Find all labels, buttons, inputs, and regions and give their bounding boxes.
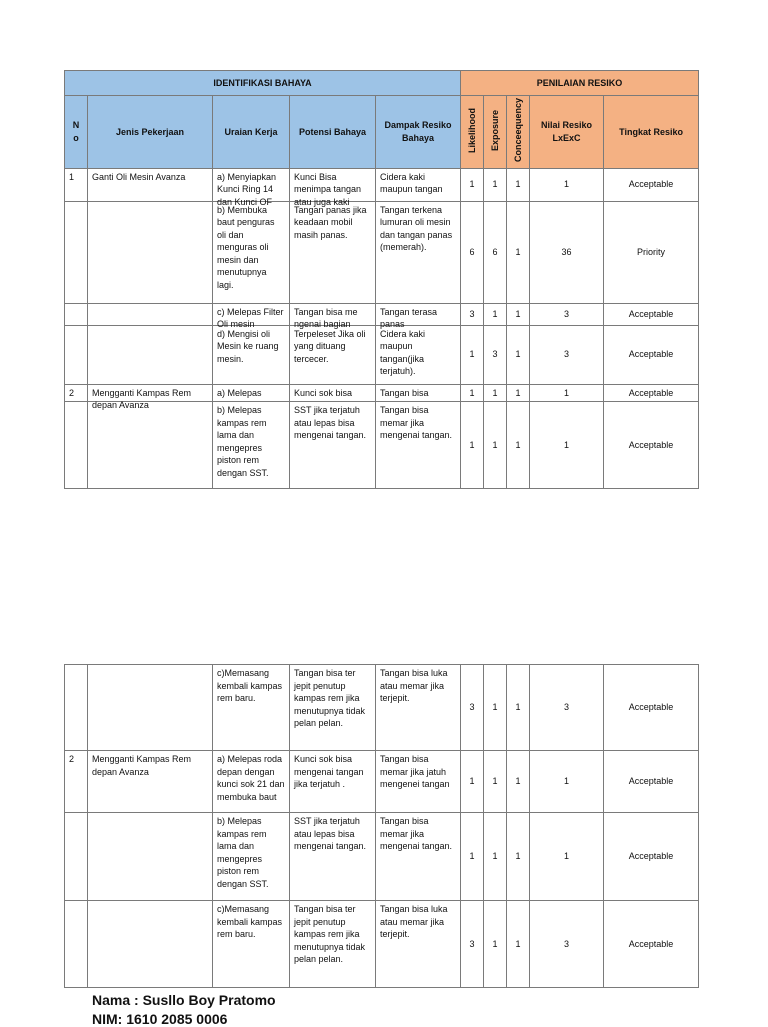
table-row: [65, 813, 699, 901]
consequency-cell: [507, 813, 530, 901]
tingkat-resiko-cell-text: Acceptable: [628, 387, 674, 398]
likelihood-cell: [461, 325, 484, 384]
dampak-resiko-cell-text: Tangan bisa: [380, 387, 429, 398]
uraian-kerja-cell-text: a) Melepas: [217, 387, 262, 398]
consequency-cell: [507, 168, 530, 201]
dampak-resiko-cell-text: Tangan bisa luka atau memar jika terjepit.: [380, 904, 448, 939]
likelihood-cell-text: 1: [469, 179, 475, 190]
nilai-resiko-cell: [530, 325, 604, 384]
exposure-cell-text: 1: [492, 439, 498, 450]
jenis-pekerjaan-cell: [88, 751, 213, 813]
uraian-kerja-cell-text: a) Menyiapkan Kunci Ring 14 dan Kunci OF: [217, 171, 277, 207]
uraian-kerja-cell: [213, 813, 290, 901]
nilai-resiko-cell-text: 3: [563, 702, 569, 713]
table-row: [65, 751, 699, 813]
potensi-bahaya-cell: [290, 168, 376, 207]
table-row: [65, 402, 699, 489]
consequency-cell: [507, 384, 530, 402]
column-uraian-kerja: Uraian Kerja: [213, 96, 290, 169]
potensi-bahaya-cell-text: SST jika terjatuh atau lepas bisa mengenai tangan.: [294, 405, 367, 441]
potensi-bahaya-cell-text: Terpeleset Jika oli yang dituang tercecer.: [294, 328, 366, 364]
tingkat-resiko-cell-text: Acceptable: [628, 308, 674, 319]
nilai-resiko-cell: [530, 813, 604, 901]
exposure-cell-text: 1: [492, 938, 498, 949]
nilai-resiko-cell-text: 3: [564, 349, 570, 360]
dampak-resiko-cell-text: Cidera kaki maupun tangan(jika terjatuh).: [380, 328, 426, 377]
potensi-bahaya-cell-text: Tangan bisa me ngenai bagian: [294, 306, 358, 330]
column-exposure: Exposure: [484, 96, 507, 169]
dampak-resiko-cell-text: Tangan terkena lumuran oli mesin dan tangan panas (memerah).: [380, 204, 453, 253]
consequency-cell: [507, 325, 530, 384]
nilai-resiko-cell-text: 1: [564, 387, 570, 398]
dampak-resiko-cell: [376, 168, 461, 201]
consequency-cell-text: 1: [515, 179, 521, 190]
dampak-resiko-cell-text: Tangan bisa memar jika mengenai tangan.: [380, 816, 453, 851]
dampak-resiko-cell: [376, 325, 461, 384]
potensi-bahaya-cell-text: Kunci sok bisa mengenai tangan jika terjatuh .: [294, 754, 364, 789]
likelihood-cell: [461, 402, 484, 489]
dampak-resiko-cell-text: Tangan terasa panas: [380, 306, 438, 330]
likelihood-cell: [461, 384, 484, 402]
dampak-resiko-cell: [376, 201, 461, 303]
uraian-kerja-cell: [213, 402, 290, 489]
exposure-cell: [484, 901, 507, 988]
consequency-cell: [507, 665, 530, 751]
row-number: [65, 751, 88, 813]
likelihood-cell-text: 3: [469, 938, 475, 949]
jenis-pekerjaan-cell-text: Mengganti Kampas Rem depan Avanza: [92, 387, 192, 411]
column-nilai-resiko: Nilai Resiko LxExC: [530, 96, 604, 169]
consequency-cell-text: 1: [515, 702, 521, 713]
exposure-cell: [484, 303, 507, 325]
exposure-cell: [484, 665, 507, 751]
consequency-cell-text: 1: [515, 349, 521, 360]
uraian-kerja-cell-text: d) Mengisi oli Mesin ke ruang mesin.: [217, 328, 279, 364]
nilai-resiko-cell-text: 1: [563, 851, 569, 862]
table-row: [65, 201, 699, 303]
table-row: [65, 665, 699, 751]
potensi-bahaya-cell: [290, 901, 376, 988]
nilai-resiko-cell-text: 1: [564, 179, 570, 190]
exposure-cell: [484, 168, 507, 201]
exposure-cell-text: 1: [492, 776, 498, 787]
likelihood-cell-text: 3: [469, 702, 475, 713]
consequency-cell-text: 1: [515, 851, 521, 862]
consequency-cell-text: 1: [515, 246, 521, 257]
student-nim: NIM: 1610 2085 0006: [92, 1011, 228, 1027]
nilai-resiko-cell-text: 3: [564, 308, 570, 319]
exposure-cell: [484, 201, 507, 303]
consequency-cell: [507, 201, 530, 303]
tingkat-resiko-cell-text: Acceptable: [628, 439, 674, 450]
tingkat-resiko-cell: [604, 303, 699, 325]
table-row: [65, 325, 699, 384]
row-number: [65, 303, 88, 325]
jenis-pekerjaan-cell: [88, 325, 213, 384]
consequency-cell-text: 1: [515, 938, 521, 949]
consequency-cell-text: 1: [515, 308, 521, 319]
uraian-kerja-cell: [213, 901, 290, 988]
exposure-cell-text: 1: [492, 851, 498, 862]
likelihood-cell: [461, 201, 484, 303]
likelihood-cell-text: 1: [469, 387, 475, 398]
potensi-bahaya-cell: [290, 402, 376, 489]
tingkat-resiko-cell: [604, 813, 699, 901]
potensi-bahaya-cell: [290, 813, 376, 901]
potensi-bahaya-cell: [290, 201, 376, 303]
uraian-kerja-cell: [213, 384, 290, 402]
tingkat-resiko-cell-text: Acceptable: [628, 349, 674, 360]
potensi-bahaya-cell-text: Kunci Bisa menimpa tangan atau juga kaki: [294, 171, 362, 207]
consequency-cell: [507, 402, 530, 489]
likelihood-cell-text: 1: [469, 776, 475, 787]
jenis-pekerjaan-cell: [88, 665, 213, 751]
dampak-resiko-cell-text: Tangan bisa luka atau memar jika terjepit.: [380, 668, 448, 703]
tingkat-resiko-cell: [604, 901, 699, 988]
potensi-bahaya-cell-text: SST jika terjatuh atau lepas bisa mengenai tangan.: [294, 816, 367, 851]
likelihood-cell-text: 1: [469, 851, 475, 862]
tingkat-resiko-cell: [604, 384, 699, 402]
exposure-cell: [484, 402, 507, 489]
dampak-resiko-cell: [376, 901, 461, 988]
consequency-cell: [507, 901, 530, 988]
consequency-cell-text: 1: [515, 776, 521, 787]
potensi-bahaya-cell: [290, 325, 376, 384]
column-potensi-bahaya: Potensi Bahaya: [290, 96, 376, 169]
tingkat-resiko-cell: [604, 665, 699, 751]
tingkat-resiko-cell-text: Acceptable: [628, 179, 674, 190]
exposure-cell-text: 1: [492, 387, 498, 398]
uraian-kerja-cell-text: c)Memasang kembali kampas rem baru.: [217, 904, 283, 939]
tingkat-resiko-cell: [604, 402, 699, 489]
tingkat-resiko-cell: [604, 325, 699, 384]
nilai-resiko-cell-text: 3: [563, 938, 569, 949]
jenis-pekerjaan-cell: [88, 201, 213, 303]
table-row: [65, 168, 699, 201]
consequency-cell-text: 1: [515, 387, 521, 398]
nilai-resiko-cell-text: 36: [561, 246, 572, 257]
exposure-cell-text: 1: [492, 702, 498, 713]
uraian-kerja-cell: [213, 168, 290, 207]
uraian-kerja-cell-text: b) Melepas kampas rem lama dan mengepres piston rem dengan SST.: [217, 816, 269, 889]
potensi-bahaya-cell: [290, 665, 376, 751]
risk-table-2: [64, 664, 699, 988]
column-no: N o: [65, 96, 88, 169]
jenis-pekerjaan-cell: [88, 402, 213, 489]
potensi-bahaya-cell: [290, 751, 376, 813]
jenis-pekerjaan-cell: [88, 168, 213, 201]
potensi-bahaya-cell-text: Kunci sok bisa: [294, 387, 353, 398]
exposure-cell: [484, 813, 507, 901]
uraian-kerja-cell-text: b) Membuka baut penguras oli dan menguras oli mesin dan menutupnya lagi.: [217, 204, 275, 290]
tingkat-resiko-cell-text: Acceptable: [628, 851, 674, 862]
potensi-bahaya-cell: [290, 384, 376, 402]
row-number-text: 1: [69, 171, 75, 182]
tingkat-resiko-cell: [604, 168, 699, 201]
jenis-pekerjaan-cell: [88, 813, 213, 901]
likelihood-cell-text: 6: [469, 246, 475, 257]
likelihood-cell-text: 1: [469, 439, 475, 450]
uraian-kerja-cell-text: c) Melepas Filter Oli mesin: [217, 306, 284, 330]
uraian-kerja-cell: [213, 751, 290, 813]
nilai-resiko-cell: [530, 901, 604, 988]
nilai-resiko-cell: [530, 201, 604, 303]
dampak-resiko-cell: [376, 384, 461, 402]
likelihood-cell: [461, 665, 484, 751]
uraian-kerja-cell: [213, 665, 290, 751]
column-dampak-resiko: Dampak Resiko Bahaya: [376, 96, 461, 169]
nilai-resiko-cell-text: 1: [563, 776, 569, 787]
identifikasi-bahaya-header: IDENTIFIKASI BAHAYA: [65, 71, 461, 96]
exposure-cell: [484, 751, 507, 813]
tingkat-resiko-cell-text: Acceptable: [628, 938, 674, 949]
jenis-pekerjaan-cell: [88, 384, 213, 411]
consequency-cell: [507, 303, 530, 325]
jenis-pekerjaan-cell-text: Ganti Oli Mesin Avanza: [92, 171, 186, 182]
dampak-resiko-cell: [376, 402, 461, 489]
column-tingkat-resiko: Tingkat Resiko: [604, 96, 699, 169]
row-number-text: 2: [69, 387, 75, 398]
exposure-cell: [484, 325, 507, 384]
likelihood-cell: [461, 303, 484, 325]
nilai-resiko-cell: [530, 402, 604, 489]
student-name: Nama : Susllo Boy Pratomo: [92, 992, 276, 1008]
row-number-text: 2: [69, 754, 75, 764]
uraian-kerja-cell-text: c)Memasang kembali kampas rem baru.: [217, 668, 283, 703]
dampak-resiko-cell-text: Cidera kaki maupun tangan: [380, 171, 443, 195]
dampak-resiko-cell: [376, 303, 461, 330]
potensi-bahaya-cell: [290, 303, 376, 330]
consequency-cell-text: 1: [515, 439, 521, 450]
row-number: [65, 665, 88, 751]
potensi-bahaya-cell-text: Tangan panas jika keadaan mobil masih panas.: [294, 204, 367, 240]
potensi-bahaya-cell-text: Tangan bisa ter jepit penutup kampas rem jika menutupnya tidak pelan pelan.: [294, 904, 366, 964]
likelihood-cell: [461, 751, 484, 813]
table-row: [65, 384, 699, 402]
exposure-cell-text: 1: [492, 308, 498, 319]
table-row: [65, 303, 699, 325]
nilai-resiko-cell: [530, 168, 604, 201]
jenis-pekerjaan-cell-text: Mengganti Kampas Rem depan Avanza: [92, 754, 192, 777]
exposure-cell-text: 1: [492, 179, 498, 190]
table-row: [65, 901, 699, 988]
uraian-kerja-cell-text: a) Melepas roda depan dengan kunci sok 21 dan membuka baut: [217, 754, 285, 802]
risk-table-1: [64, 70, 699, 489]
uraian-kerja-cell: [213, 325, 290, 384]
jenis-pekerjaan-cell: [88, 303, 213, 325]
nilai-resiko-cell: [530, 751, 604, 813]
column-likelihood: Likelihood: [461, 96, 484, 169]
row-number: [65, 402, 88, 489]
uraian-kerja-cell: [213, 201, 290, 303]
nilai-resiko-cell-text: 1: [564, 439, 570, 450]
likelihood-cell: [461, 901, 484, 988]
dampak-resiko-cell-text: Tangan bisa memar jika mengenai tangan.: [380, 405, 453, 441]
likelihood-cell-text: 1: [469, 349, 475, 360]
exposure-cell-text: 6: [492, 246, 498, 257]
row-number: [65, 201, 88, 303]
dampak-resiko-cell: [376, 665, 461, 751]
potensi-bahaya-cell-text: Tangan bisa ter jepit penutup kampas rem jika menutupnya tidak pelan pelan.: [294, 668, 366, 728]
likelihood-cell-text: 3: [469, 308, 475, 319]
tingkat-resiko-cell-text: Priority: [637, 246, 666, 257]
nilai-resiko-cell: [530, 384, 604, 402]
row-number: [65, 168, 88, 201]
jenis-pekerjaan-cell: [88, 901, 213, 988]
likelihood-cell: [461, 813, 484, 901]
uraian-kerja-cell: [213, 303, 290, 330]
tingkat-resiko-cell: [604, 201, 699, 303]
tingkat-resiko-cell-text: Acceptable: [628, 776, 674, 787]
dampak-resiko-cell-text: Tangan bisa memar jika jatuh mengenei tangan: [380, 754, 450, 789]
row-number: [65, 384, 88, 402]
exposure-cell-text: 3: [492, 349, 498, 360]
tingkat-resiko-cell-text: Acceptable: [628, 702, 674, 713]
row-number: [65, 325, 88, 384]
likelihood-cell: [461, 168, 484, 201]
nilai-resiko-cell: [530, 665, 604, 751]
consequency-cell: [507, 751, 530, 813]
column-consequency: Conceequency: [507, 96, 530, 169]
row-number: [65, 901, 88, 988]
uraian-kerja-cell-text: b) Melepas kampas rem lama dan mengepres piston rem dengan SST.: [217, 405, 269, 478]
tingkat-resiko-cell: [604, 751, 699, 813]
dampak-resiko-cell: [376, 813, 461, 901]
column-jenis-pekerjaan: Jenis Pekerjaan: [88, 96, 213, 169]
penilaian-resiko-header: PENILAIAN RESIKO: [461, 71, 699, 96]
exposure-cell: [484, 384, 507, 402]
nilai-resiko-cell: [530, 303, 604, 325]
row-number: [65, 813, 88, 901]
dampak-resiko-cell: [376, 751, 461, 813]
